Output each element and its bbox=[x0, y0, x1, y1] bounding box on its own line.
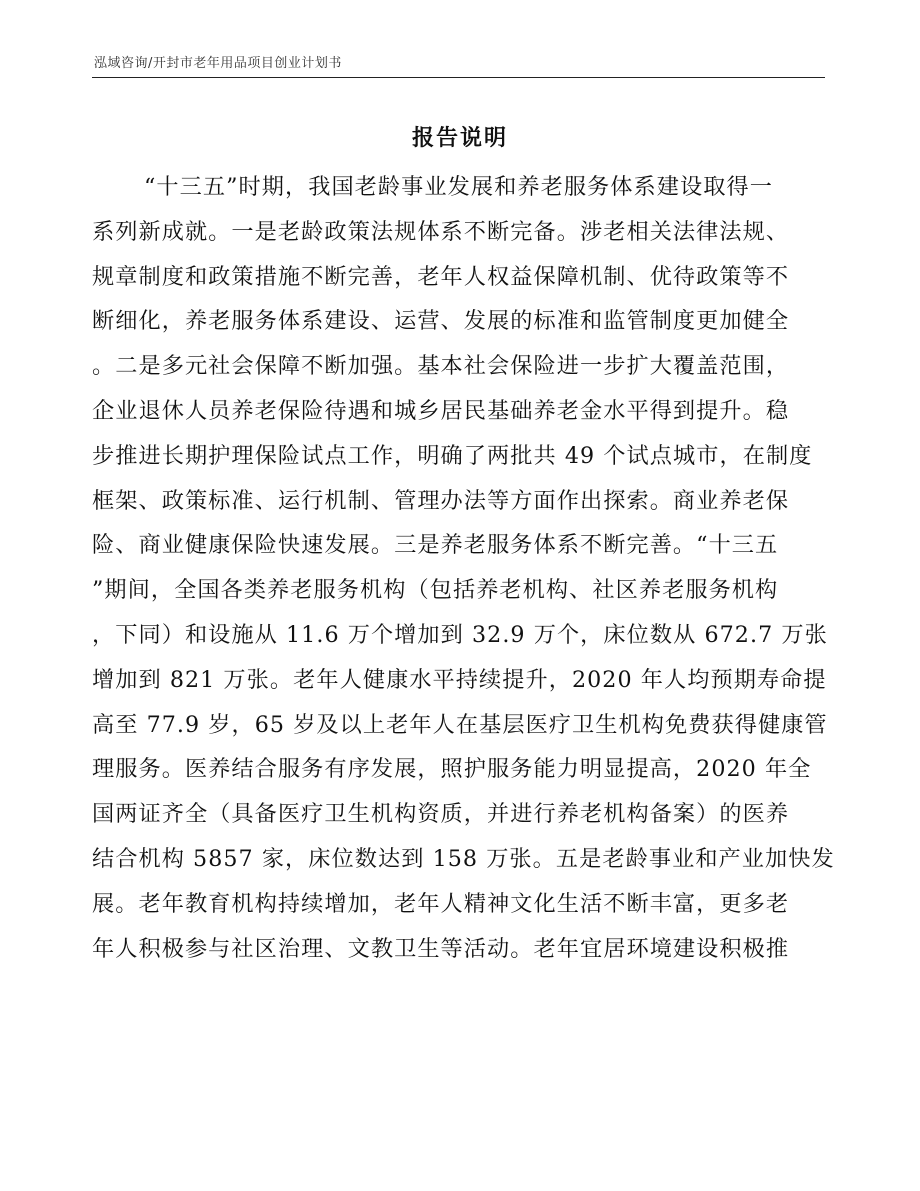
text-line: 步推进长期护理保险试点工作，明确了两批共 49 个试点城市，在制度 bbox=[92, 442, 813, 469]
text-line: 年人积极参与社区治理、文教卫生等活动。老年宜居环境建设积极推 bbox=[92, 935, 790, 962]
text-line: 国两证齐全（具备医疗卫生机构资质，并进行养老机构备案）的医养 bbox=[92, 801, 790, 828]
text-line: 理服务。医养结合服务有序发展，照护服务能力明显提高，2020 年全 bbox=[92, 756, 812, 783]
text-line: 增加到 821 万张。老年人健康水平持续提升，2020 年人均预期寿命提 bbox=[92, 666, 827, 693]
text-line: 系列新成就。一是老龄政策法规体系不断完备。涉老相关法律法规、 bbox=[92, 218, 790, 245]
text-line: 规章制度和政策措施不断完善，老年人权益保障机制、优待政策等不 bbox=[92, 263, 790, 290]
text-line: “十三五”时期，我国老龄事业发展和养老服务体系建设取得一 bbox=[144, 174, 773, 200]
text-line: 断细化，养老服务体系建设、运营、发展的标准和监管制度更加健全 bbox=[92, 308, 790, 335]
text-line: 企业退休人员养老保险待遇和城乡居民基础养老金水平得到提升。稳 bbox=[92, 397, 790, 424]
text-line: ”期间，全国各类养老服务机构（包括养老机构、社区养老服务机构 bbox=[92, 577, 779, 604]
text-line: 框架、政策标准、运行机制、管理办法等方面作出探索。商业养老保 bbox=[92, 487, 790, 514]
body-text bbox=[92, 165, 835, 971]
running-header: 泓域咨询/开封市老年用品项目创业计划书 bbox=[94, 56, 342, 71]
page-title: 报告说明 bbox=[411, 126, 508, 151]
text-line: 展。老年教育机构持续增加，老年人精神文化生活不断丰富，更多老 bbox=[92, 890, 790, 917]
text-line: 。二是多元社会保障不断加强。基本社会保险进一步扩大覆盖范围， bbox=[92, 353, 790, 380]
text-line: 险、商业健康保险快速发展。三是养老服务体系不断完善。“十三五 bbox=[92, 532, 779, 559]
text-line: 高至 77.9 岁，65 岁及以上老年人在基层医疗卫生机构免费获得健康管 bbox=[92, 711, 828, 738]
text-line: 结合机构 5857 家，床位数达到 158 万张。五是老龄事业和产业加快发 bbox=[92, 845, 835, 872]
text-line: ，下同）和设施从 11.6 万个增加到 32.9 万个，床位数从 672.7 万张 bbox=[92, 621, 828, 648]
header-divider bbox=[92, 77, 825, 78]
